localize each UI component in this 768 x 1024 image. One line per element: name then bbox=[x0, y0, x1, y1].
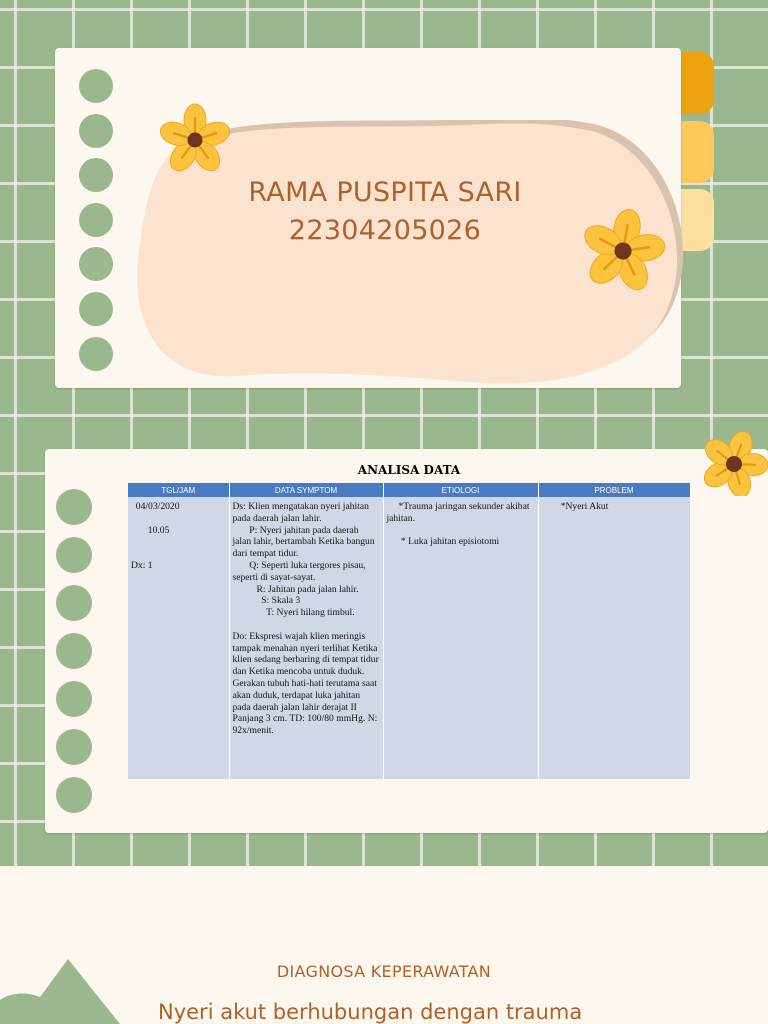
flower-icon bbox=[578, 206, 668, 296]
cell-tgl-jam: 04/03/2020 10.05 Dx: 1 bbox=[128, 497, 229, 779]
binder-hole bbox=[56, 489, 92, 525]
column-header: DATA SYMPTOM bbox=[229, 483, 383, 497]
cell-data-symptom: Ds: Klien mengatakan nyeri jahitan pada daerah jalan lahir. P: Nyeri jahitan pada daerah jalan lahir, bertambah Ketika bangun dari tempat tidur. Q: Seperti luka tergores pisau, seperti di sayat-sayat. R: Jahitan pada jalan lahir. S: Skala 3 T: Nyeri hilang timbul. Do: Ekspresi wajah klien meringis tampak menahan nyeri terlihat Ketika klien sedang berbaring di tempat tidur dan Ketika mencoba untuk duduk. Gerakan tubuh hati-hati terutama saat akan duduk, terdapat luka jahitan pada daerah jalan lahir derajat II Panjang 3 cm. TD: 100/80 mmHg. N: 92x/menit. bbox=[229, 497, 383, 779]
column-header: TGL/JAM bbox=[128, 483, 229, 497]
binder-hole bbox=[79, 203, 113, 237]
student-name: RAMA PUSPITA SARI bbox=[248, 177, 522, 208]
diagnosa-title: DIAGNOSA KEPERAWATAN bbox=[276, 962, 492, 981]
binder-hole bbox=[56, 729, 92, 765]
binder-hole bbox=[56, 777, 92, 813]
table-title: ANALISA DATA bbox=[357, 463, 461, 477]
binder-hole bbox=[56, 537, 92, 573]
binder-hole bbox=[79, 247, 113, 281]
column-header: PROBLEM bbox=[538, 483, 690, 497]
table-row bbox=[128, 497, 690, 779]
flower-icon bbox=[700, 430, 768, 496]
cell-etiologi: *Trauma jaringan sekunder akibat jahitan. * Luka jahitan episiotomi bbox=[383, 497, 538, 779]
flower-icon bbox=[157, 102, 233, 178]
binder-hole bbox=[79, 292, 113, 326]
binder-hole bbox=[56, 585, 92, 621]
binder-hole bbox=[79, 69, 113, 103]
binder-hole bbox=[79, 158, 113, 192]
student-id: 22304205026 bbox=[288, 215, 482, 246]
title-block bbox=[190, 174, 580, 250]
column-header: ETIOLOGI bbox=[383, 483, 538, 497]
binder-hole bbox=[79, 114, 113, 148]
analysis-table bbox=[128, 483, 691, 779]
binder-hole bbox=[56, 633, 92, 669]
binder-hole bbox=[79, 337, 113, 371]
cell-problem: *Nyeri Akut bbox=[538, 497, 690, 779]
table-header-row bbox=[128, 483, 690, 497]
binder-hole bbox=[56, 681, 92, 717]
diagnosa-text: Nyeri akut berhubungan dengan trauma bbox=[158, 1000, 583, 1024]
